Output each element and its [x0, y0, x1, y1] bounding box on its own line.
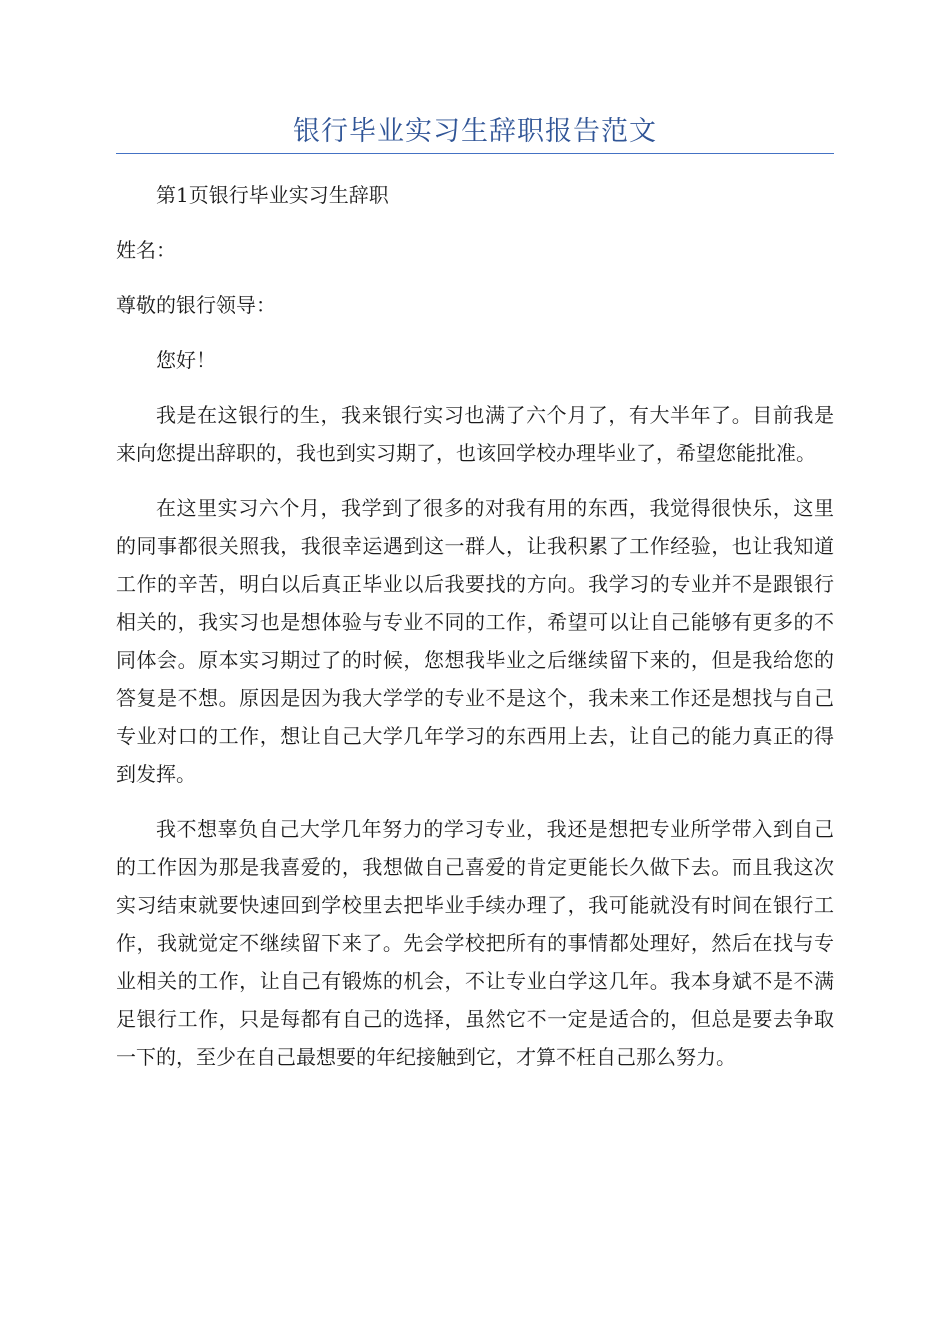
greeting: 您好！	[156, 348, 216, 372]
body-paragraph: 我是在这银行的生，我来银行实习也满了六个月了，有大半年了。目前我是来向您提出辞职的，我也到实习期了，也该回学校办理毕业了，希望您能批准。	[116, 403, 834, 465]
body-paragraph: 我不想辜负自己大学几年努力的学习专业，我还是想把专业所学带入到自己的工作因为那是我喜爱的，我想做自己喜爱的肯定更能长久做下去。而且我这次实习结束就要快速回到学校里去把毕业手续办理了，我可能就没有时间在银行工作，我就觉定不继续留下来了。先会学校把所有的事情都处理好，然后在找与专业相关的工作，让自己有锻炼的机会，不让专业白学这几年。我本身斌不是不满足银行工作，只是每都有自己的选择，虽然它不一定是适合的，但总是要去争取一下的，至少在自己最想要的年纪接触到它，才算不枉自己那么努力。	[116, 817, 834, 1069]
title-underline	[116, 153, 834, 154]
body-paragraph: 在这里实习六个月，我学到了很多的对我有用的东西，我觉得很快乐，这里的同事都很关照我，我很幸运遇到这一群人，让我积累了工作经验，也让我知道工作的辛苦，明白以后真正毕业以后我要找的方向。我学习的专业并不是跟银行相关的，我实习也是想体验与专业不同的工作，希望可以让自己能够有更多的不同体会。原本实习期过了的时候，您想我毕业之后继续留下来的，但是我给您的答复是不想。原因是因为我大学学的专业不是这个，我未来工作还是想找与自己专业对口的工作，想让自己大学几年学习的东西用上去，让自己的能力真正的得到发挥。	[116, 496, 834, 786]
page-heading-line: 第1页银行毕业实习生辞职	[156, 183, 389, 207]
document-title: 银行毕业实习生辞职报告范文	[293, 116, 657, 147]
document-body	[116, 176, 834, 1093]
name-field-line: 姓名：	[116, 238, 176, 262]
salutation: 尊敬的银行领导：	[116, 293, 276, 317]
